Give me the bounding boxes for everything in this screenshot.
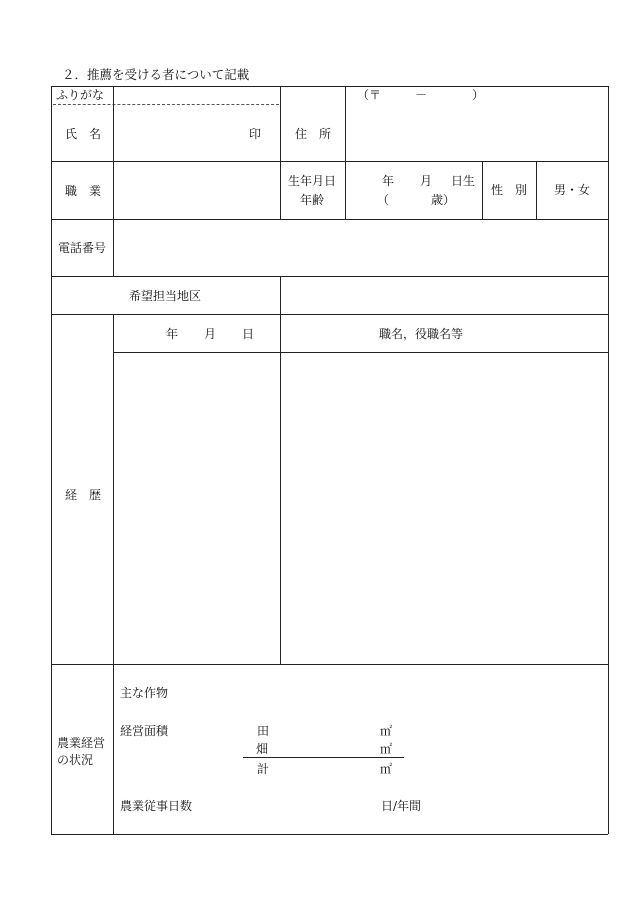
birth-date-field[interactable]	[346, 162, 481, 218]
col-line	[482, 161, 483, 219]
farm-status-label-line2: の状況	[57, 753, 94, 767]
table-border-left	[51, 86, 52, 834]
phone-field[interactable]	[114, 220, 607, 275]
main-crops-label: 主な作物	[120, 686, 169, 700]
career-label: 経 歴	[65, 488, 102, 502]
district-field[interactable]	[281, 277, 607, 313]
area-total-line	[243, 757, 404, 758]
col-line	[280, 86, 281, 219]
phone-label: 電話番号	[58, 241, 107, 255]
postal-dash: －	[415, 88, 428, 102]
furigana-field[interactable]	[114, 87, 279, 103]
gender-options[interactable]: 男・女	[554, 183, 591, 197]
career-position-header: 職名，役職名等	[378, 327, 464, 341]
furigana-divider	[53, 104, 279, 105]
furigana-label: ふりがな	[56, 88, 105, 102]
age-open: （	[377, 193, 390, 207]
field-label: 畑	[256, 742, 269, 756]
gender-label: 性 別	[491, 183, 528, 197]
farm-status-field[interactable]	[190, 680, 607, 700]
farm-status-label-line1: 農業経営	[57, 736, 106, 750]
career-year-header: 年	[166, 327, 179, 341]
total-unit: ㎡	[380, 762, 393, 776]
farm-area-label: 経営面積	[120, 724, 169, 738]
paddy-label: 田	[257, 724, 270, 738]
postal-open: （〒	[357, 88, 382, 102]
col-line	[536, 161, 537, 219]
table-border-bottom	[51, 834, 608, 835]
total-label: 計	[257, 762, 270, 776]
work-days-unit: 日/年間	[381, 799, 422, 813]
address-field[interactable]	[346, 87, 607, 160]
career-date-field[interactable]	[114, 353, 279, 663]
occupation-label: 職 業	[65, 184, 102, 198]
table-border-right	[608, 86, 609, 834]
birth-day: 日生	[451, 174, 476, 188]
section-title: ２．推薦を受ける者について記載	[62, 67, 250, 82]
career-day-header: 日	[242, 327, 255, 341]
age-close: 歳）	[431, 193, 456, 207]
district-label: 希望担当地区	[129, 289, 202, 303]
career-month-header: 月	[204, 327, 217, 341]
paddy-unit: ㎡	[380, 724, 393, 738]
occupation-field[interactable]	[114, 162, 279, 218]
field-unit: ㎡	[380, 742, 393, 756]
seal-label: 印	[249, 127, 262, 141]
birth-year: 年	[382, 174, 395, 188]
name-label: 氏 名	[65, 127, 102, 141]
row-line	[51, 314, 608, 315]
work-days-label: 農業従事日数	[120, 799, 193, 813]
row-line	[51, 664, 608, 665]
birth-date-label: 生年月日	[287, 174, 337, 188]
postal-close: ）	[472, 88, 485, 102]
birth-month: 月	[420, 174, 433, 188]
address-label: 住 所	[295, 127, 332, 141]
career-position-field[interactable]	[281, 353, 607, 663]
age-label: 年齢	[299, 193, 325, 207]
